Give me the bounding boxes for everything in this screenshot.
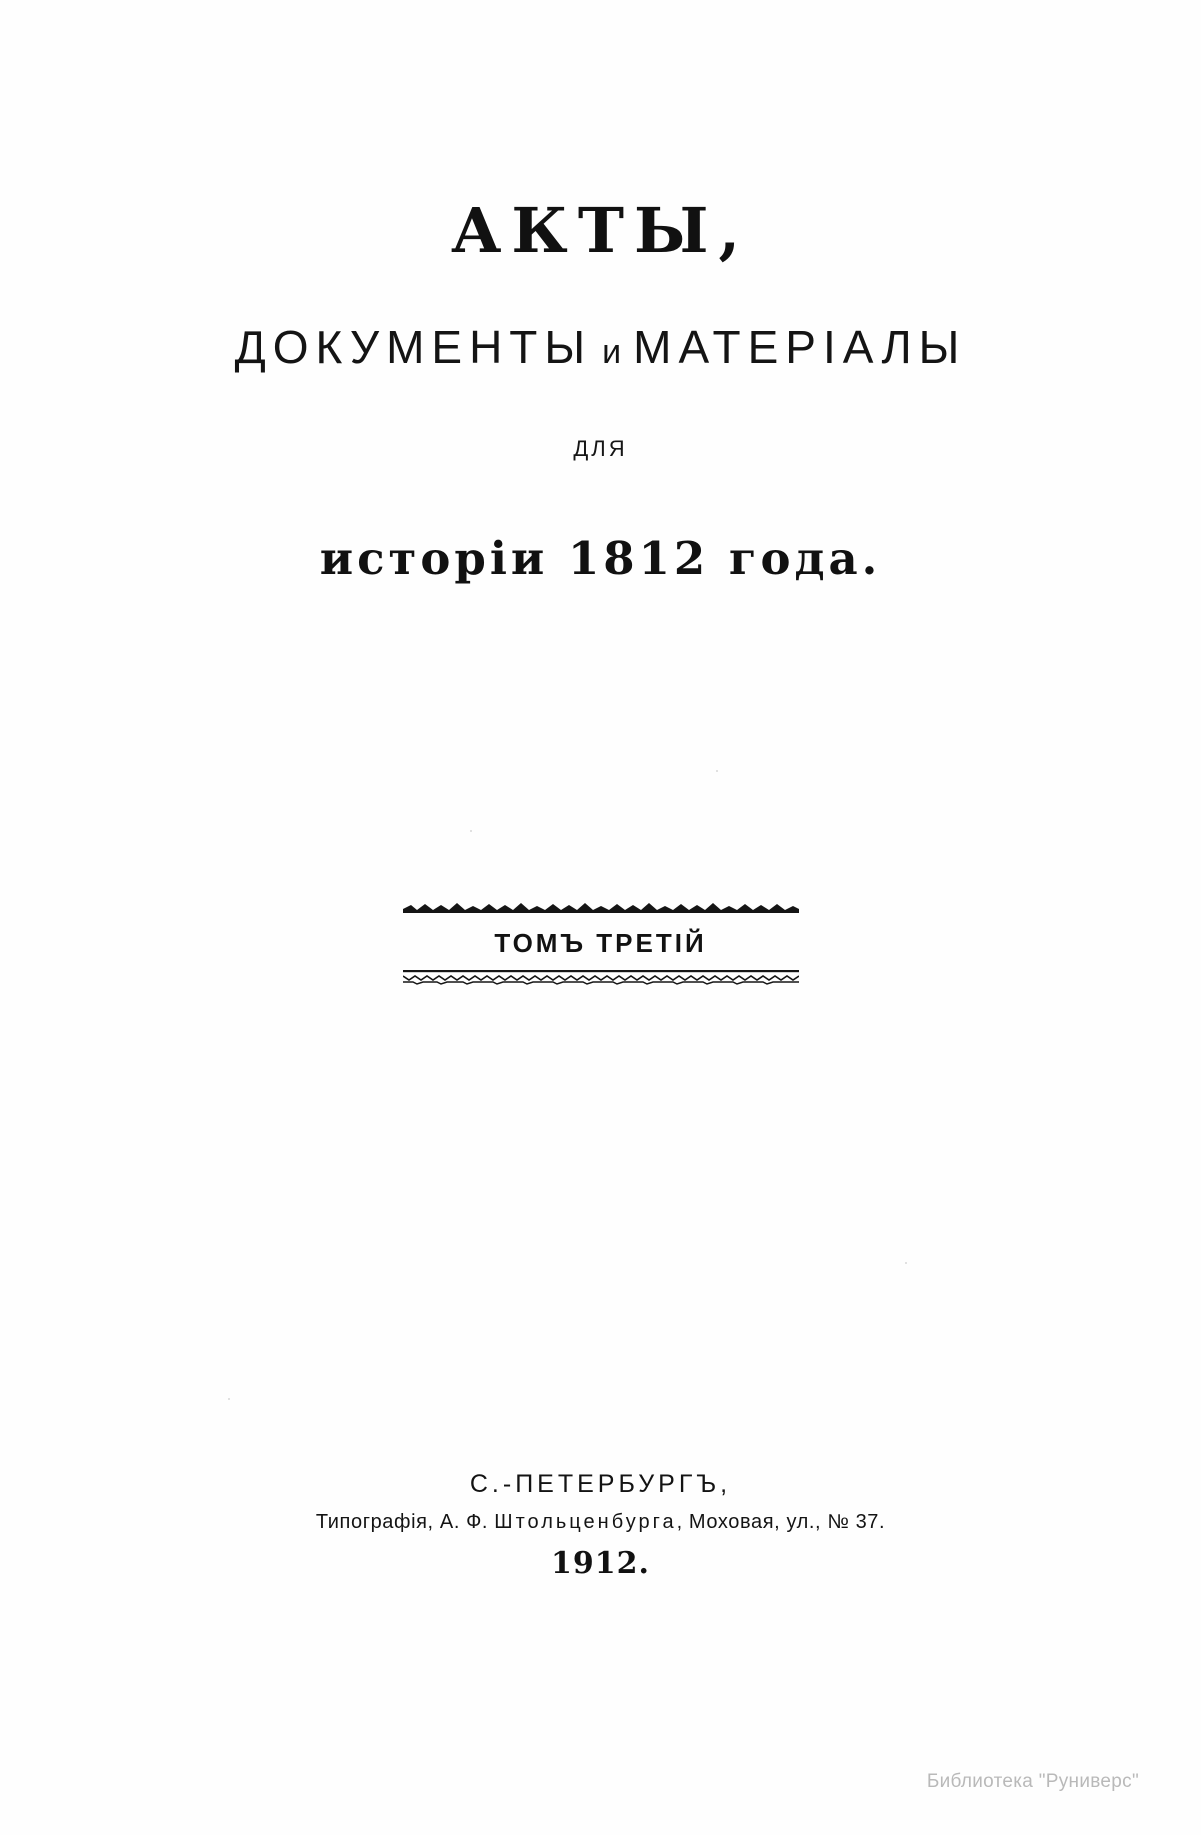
imprint-printer: [0, 1511, 1201, 1534]
imprint-year: 1912.: [551, 1546, 650, 1581]
scan-speck: [716, 770, 718, 772]
subtitle-word-materials: МАТЕРІАЛЫ: [633, 321, 967, 373]
volume-label: ТОМЪ ТРЕТІЙ: [494, 928, 707, 958]
subtitle-documents-materials: [0, 321, 1201, 373]
imprint-printer-prefix: Типографія, А. Ф.: [315, 1511, 495, 1533]
ornament-rule-top-wrap: [403, 900, 799, 914]
imprint-block: [0, 1470, 1201, 1581]
imprint-city: С.-ПЕТЕРБУРГЪ,: [469, 1470, 732, 1498]
subtitle-subject: исторіи 1812 года.: [319, 532, 882, 585]
subtitle-for: ДЛЯ: [573, 436, 628, 461]
page-title: АКТЫ,: [450, 194, 751, 267]
ornament-rule-bottom-icon: [403, 969, 799, 985]
imprint-printer-address: , Моховая, ул., № 37.: [676, 1511, 886, 1533]
scan-speck: [905, 1262, 907, 1264]
ornament-rule-top-icon: [403, 900, 799, 914]
subtitle-conjunction: и: [602, 333, 624, 371]
ornament-rule-bottom-wrap: [403, 969, 799, 985]
library-watermark: Библиотека "Руниверс": [926, 1771, 1139, 1792]
scan-speck: [470, 830, 472, 832]
subtitle-word-documents: ДОКУМЕНТЫ: [234, 321, 593, 373]
title-block: [0, 194, 1201, 585]
scan-speck: [228, 1398, 230, 1400]
imprint-printer-name: Штольценбурга: [494, 1511, 677, 1533]
volume-block: [0, 900, 1201, 985]
